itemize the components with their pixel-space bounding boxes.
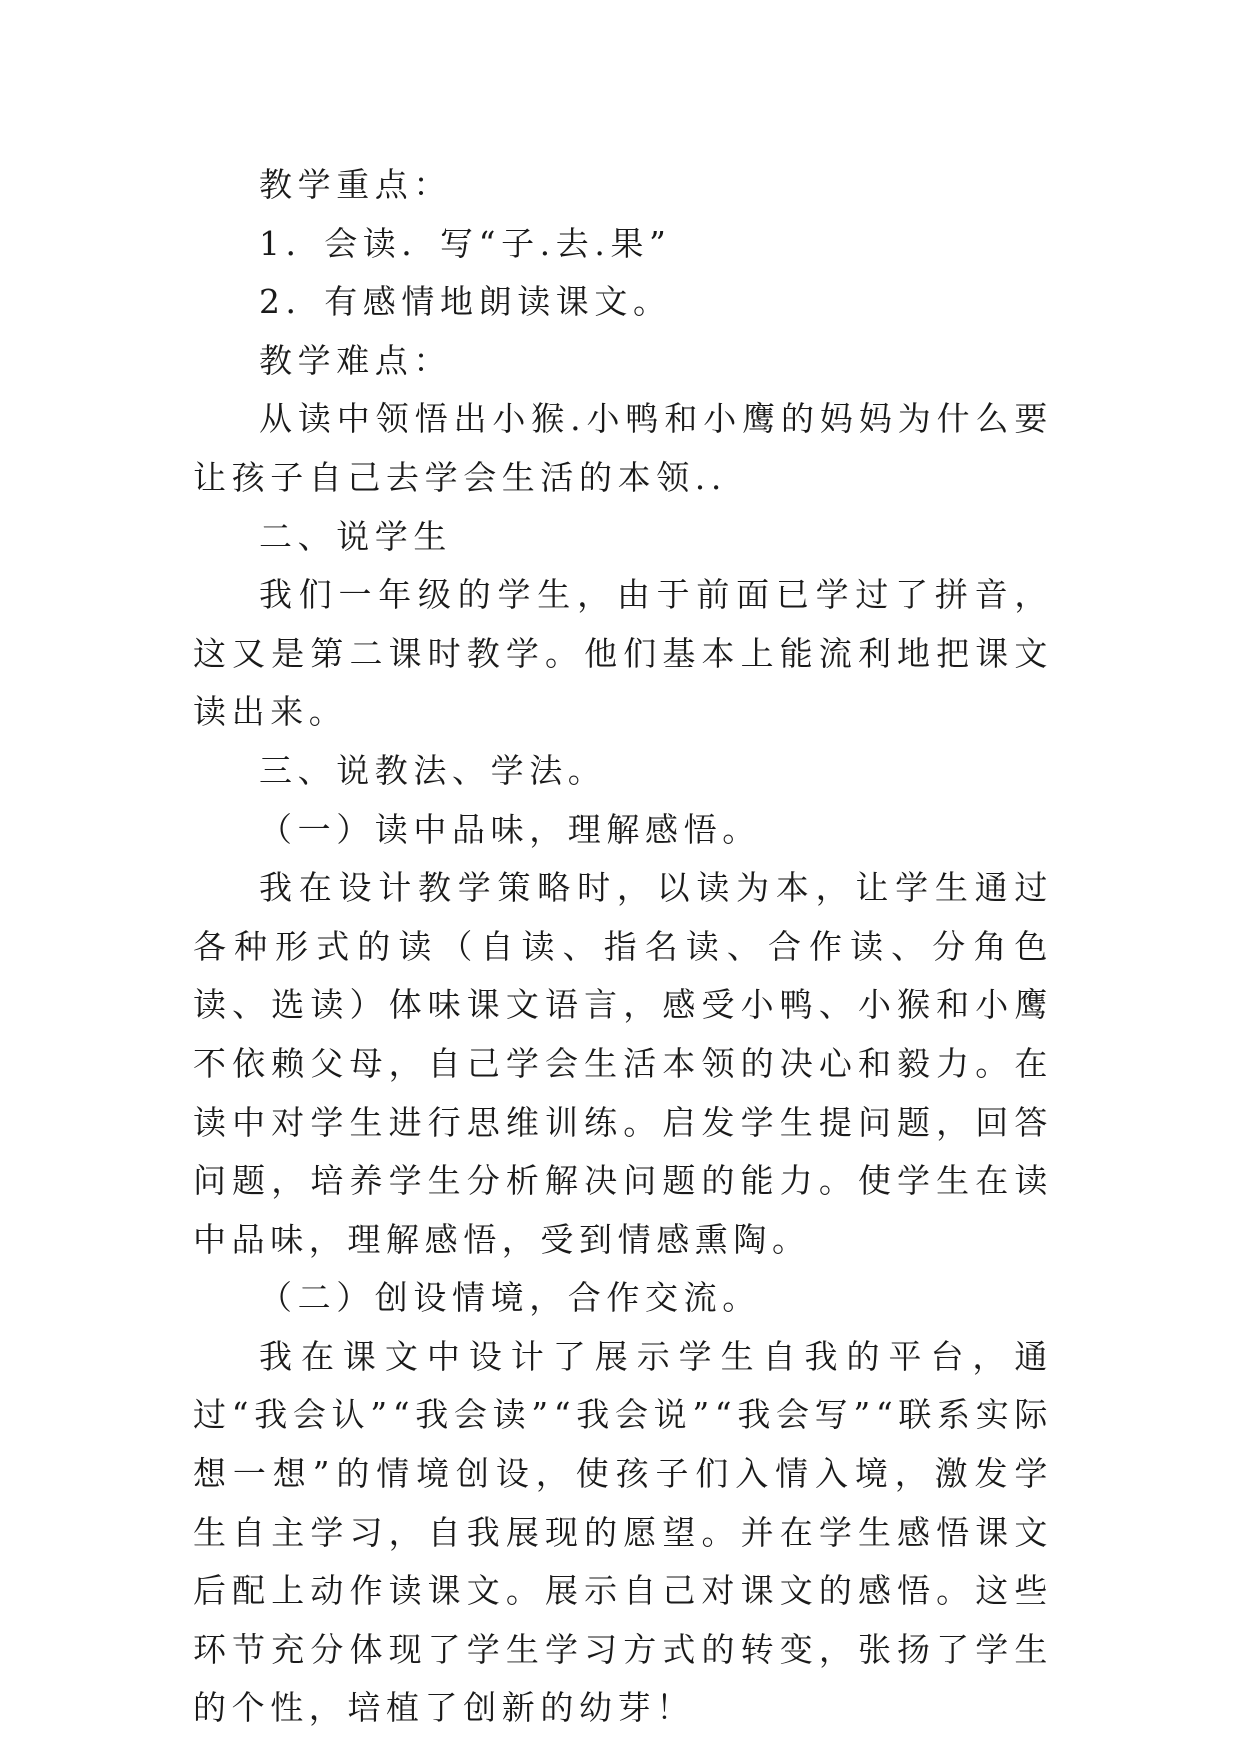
focus-item-2: 2．有感情地朗读课文。	[259, 282, 672, 322]
section-heading-students: 二、说学生	[259, 516, 452, 556]
focus-item-1: 1．会读．写“子.去.果”	[259, 223, 672, 263]
document-page	[193, 156, 1053, 1738]
heading-teaching-difficulty: 教学难点：	[259, 340, 452, 380]
heading-teaching-focus: 教学重点：	[259, 165, 452, 204]
situation-paragraph: 我在课文中设计了展示学生自我的平台，通过“我会认”“我会读”“我会说”“我会写”“联系实际想一想”的情境创设，使孩子们入情入境，激发学生自主学习，自我展现的愿望。并在学生感悟课文后配上动作读课文。展示自己对课文的感悟。这些环节充分体现了学生学习方式的转变，张扬了学生的个性，培植了创新的幼芽！	[193, 1336, 1053, 1728]
reading-paragraph: 我在设计教学策略时，以读为本，让学生通过各种形式的读（自读、指名读、合作读、分角色读、选读）体味课文语言，感受小鸭、小猴和小鹰不依赖父母，自己学会生活本领的决心和毅力。在读中对学生进行思维训练。启发学生提问题，回答问题，培养学生分析解决问题的能力。使学生在读中品味，理解感悟，受到情感熏陶。	[193, 868, 1053, 1259]
students-paragraph: 我们一年级的学生，由于前面已学过了拼音，这又是第二课时教学。他们基本上能流利地把课文读出来。	[193, 575, 1053, 732]
subheading-situation: （二）创设情境，合作交流。	[259, 1278, 761, 1318]
difficulty-paragraph: 从读中领悟出小猴.小鸭和小鹰的妈妈为什么要让孩子自己去学会生活的本领..	[193, 399, 1053, 497]
section-heading-methods: 三、说教法、学法。	[259, 750, 607, 790]
subheading-reading: （一）读中品味，理解感悟。	[259, 809, 761, 849]
